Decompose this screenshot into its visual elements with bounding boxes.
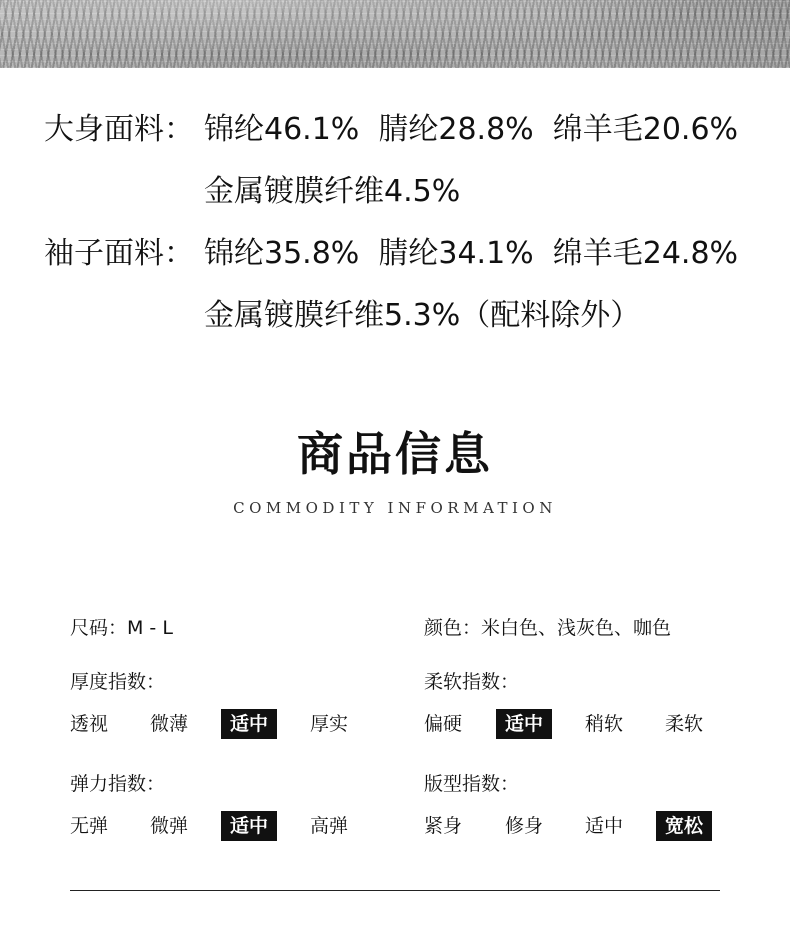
sleeve-fabric-line2: 金属镀膜纤维5.3%（配料除外） [204, 298, 641, 333]
softness-option-selected: 适中 [496, 709, 552, 739]
elasticity-option: 高弹 [310, 815, 349, 837]
section-subtitle: COMMODITY INFORMATION [233, 499, 557, 517]
softness-label: 柔软指数： [424, 671, 520, 693]
fit-option: 修身 [505, 815, 544, 837]
elasticity-option-selected: 适中 [221, 811, 277, 841]
sleeve-fabric-label: 袖子面料： [44, 236, 194, 271]
softness-option: 柔软 [665, 713, 704, 735]
body-fabric-line1: 锦纶46.1% 腈纶28.8% 绵羊毛20.6% [204, 112, 739, 147]
bottom-divider [70, 890, 720, 891]
softness-option: 偏硬 [424, 713, 463, 735]
thickness-option: 厚实 [310, 713, 349, 735]
body-fabric-line2: 金属镀膜纤维4.5% [204, 174, 461, 209]
elasticity-label: 弹力指数： [70, 773, 166, 795]
fit-option: 紧身 [424, 815, 463, 837]
body-fabric-label: 大身面料： [44, 112, 194, 147]
thickness-option-selected: 适中 [221, 709, 277, 739]
fit-option-selected: 宽松 [656, 811, 712, 841]
thickness-label: 厚度指数： [70, 671, 166, 693]
fit-label: 版型指数： [424, 773, 520, 795]
section-title: 商品信息 [297, 427, 493, 481]
size-info: 尺码：M - L [70, 617, 173, 639]
thickness-option: 微薄 [150, 713, 189, 735]
color-info: 颜色：米白色、浅灰色、咖色 [424, 617, 672, 639]
thickness-option: 透视 [70, 713, 109, 735]
fit-option: 适中 [585, 815, 624, 837]
elasticity-option: 无弹 [70, 815, 109, 837]
knit-fabric-photo [0, 0, 790, 68]
softness-option: 稍软 [585, 713, 624, 735]
elasticity-option: 微弹 [150, 815, 189, 837]
sleeve-fabric-line1: 锦纶35.8% 腈纶34.1% 绵羊毛24.8% [204, 236, 739, 271]
